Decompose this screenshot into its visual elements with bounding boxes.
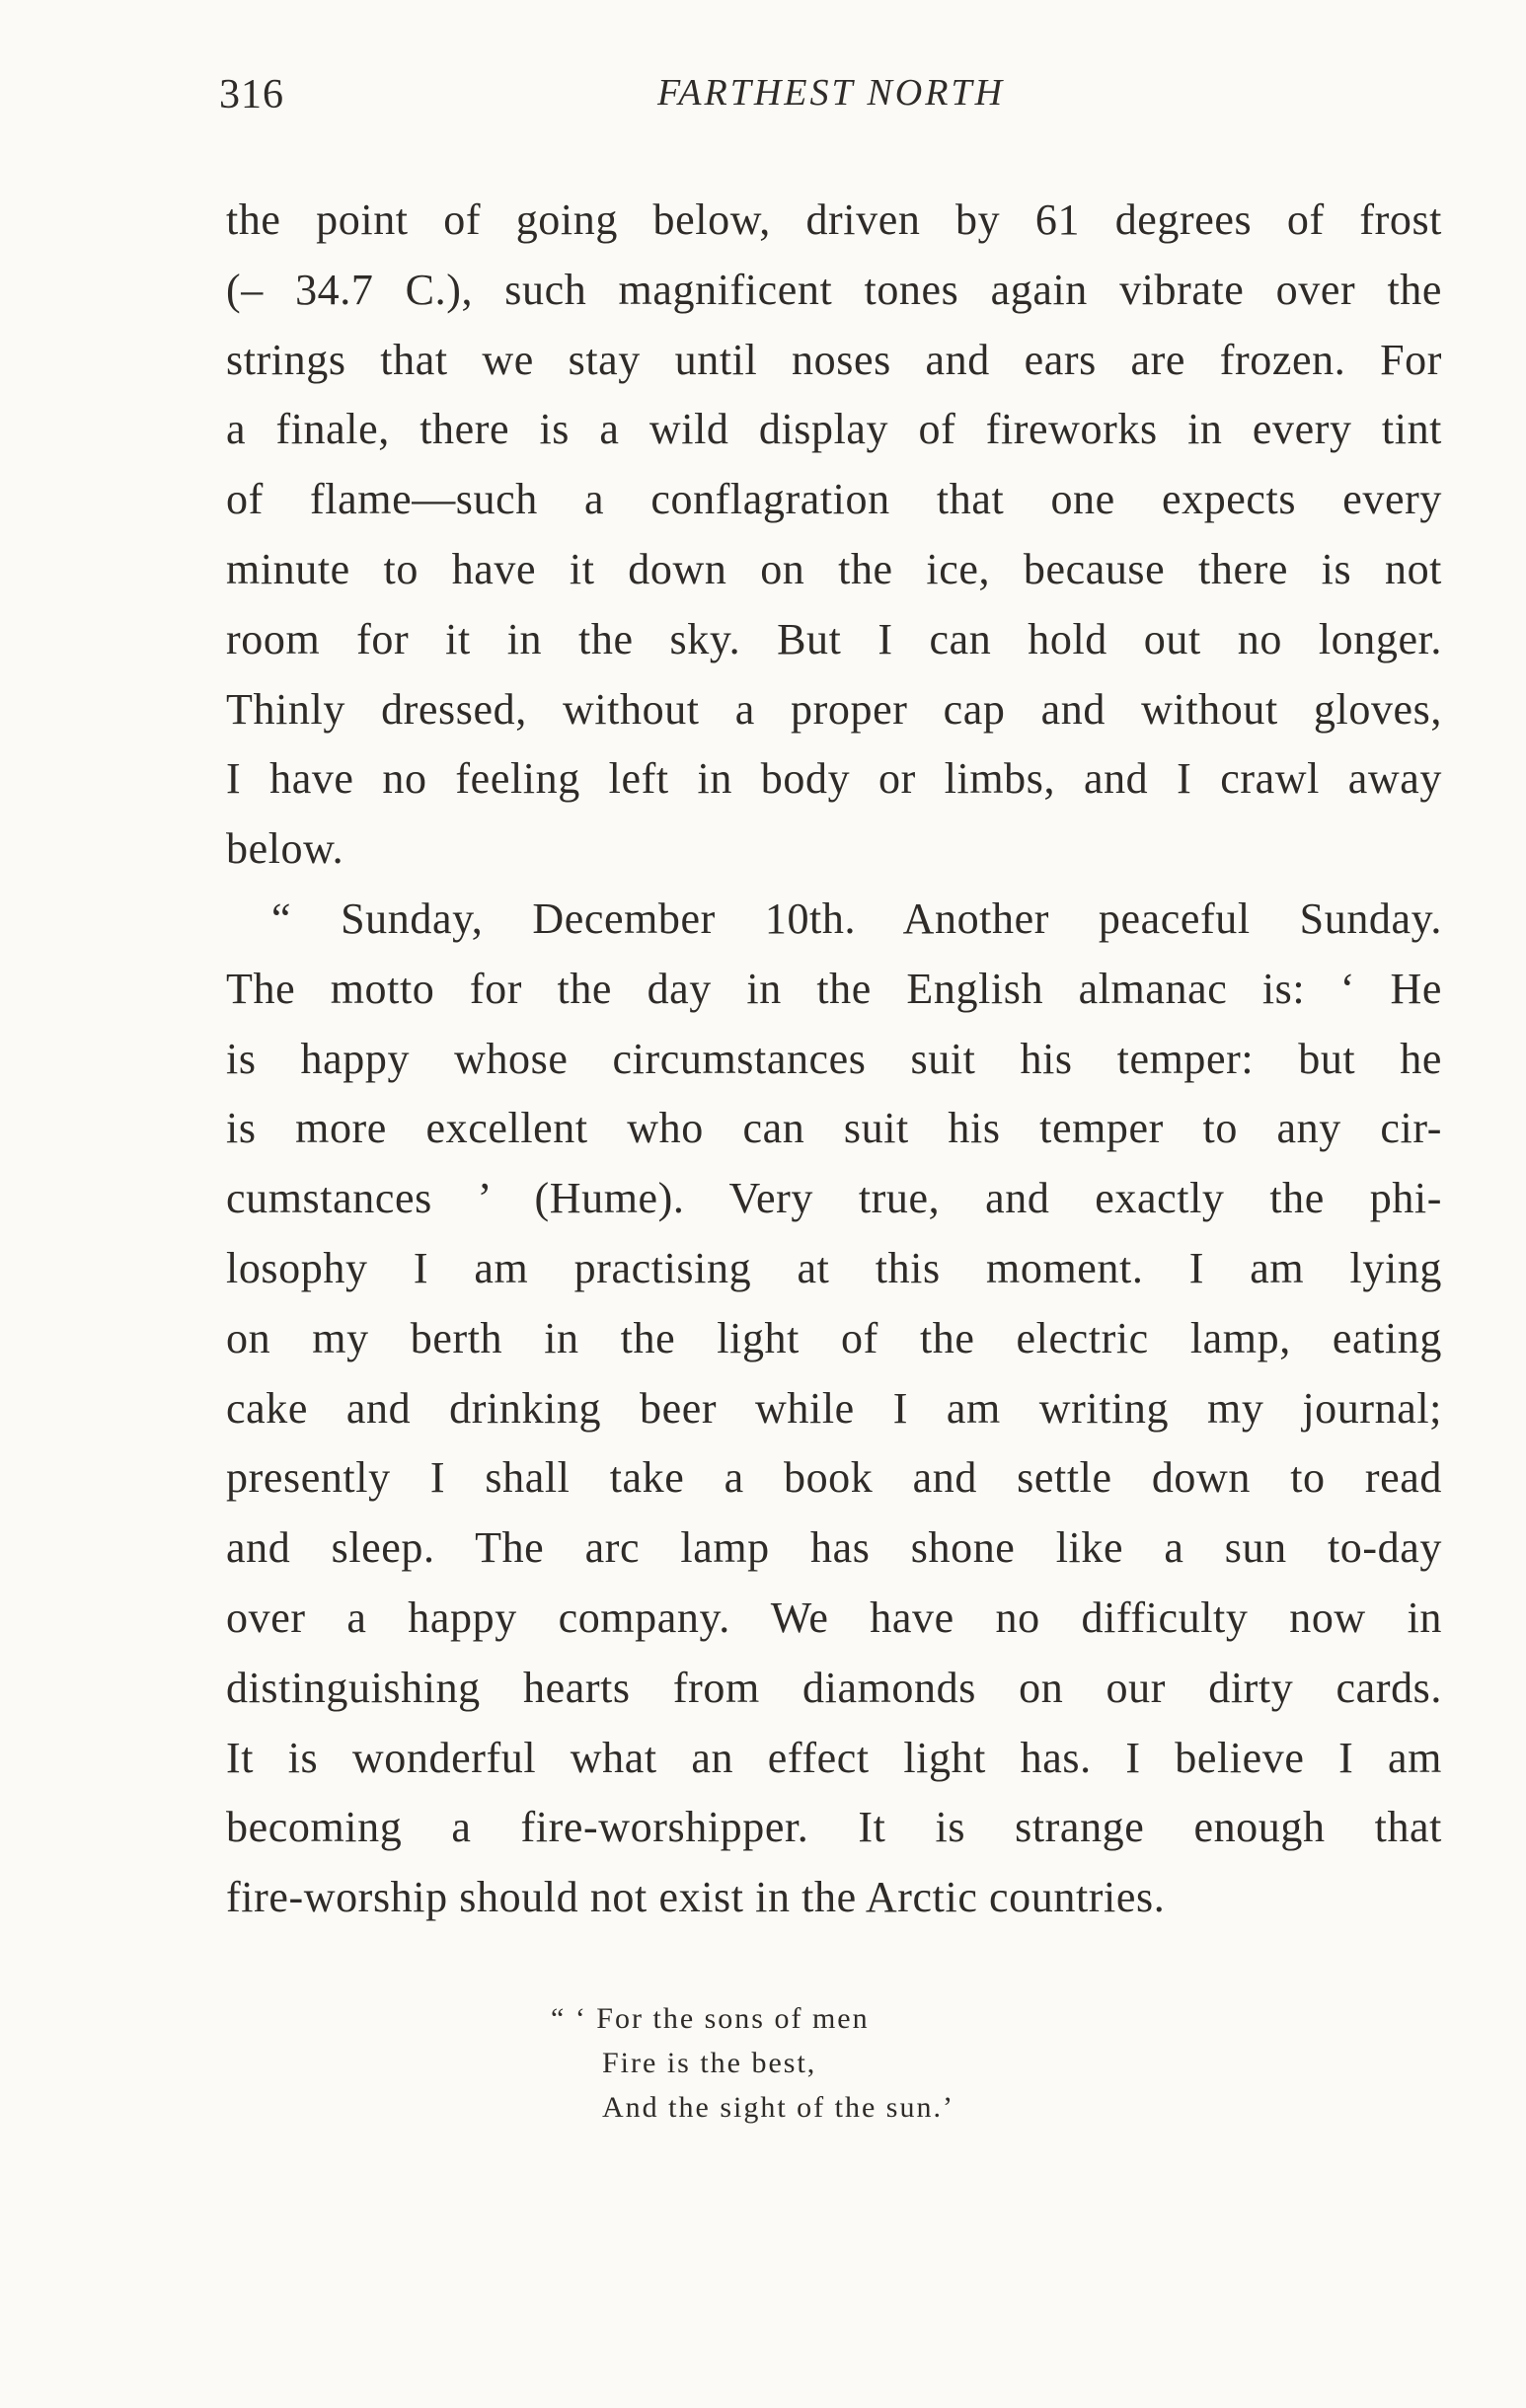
text-line: a finale, there is a wild display of fireworks in every tint xyxy=(226,405,1442,454)
text-line: fire-worship should not exist in the Arctic countries. xyxy=(226,1873,1166,1922)
body-text xyxy=(226,186,1442,1933)
text-line: is happy whose circumstances suit his temper: but he xyxy=(226,1034,1442,1083)
text-line: cake and drinking beer while I am writing my journal; xyxy=(226,1383,1442,1433)
text-line: over a happy company. We have no difficulty now in xyxy=(226,1592,1442,1642)
text-line: the point of going below, driven by 61 degrees of frost xyxy=(226,195,1442,244)
text-line: of flame—such a conflagration that one expects every xyxy=(226,475,1442,524)
text-line: I have no feeling left in body or limbs, and I crawl away xyxy=(226,754,1442,804)
verse-line: “ ‘ For the sons of men xyxy=(551,2002,870,2035)
text-line: cumstances ’ (Hume). Very true, and exactly the phi- xyxy=(226,1174,1442,1223)
text-line: “ Sunday, December 10th. Another peaceful Sunday. xyxy=(271,893,1442,943)
text-line: strings that we stay until noses and ears are frozen. For xyxy=(226,335,1442,384)
text-line: (– 34.7 C.), such magnificent tones again vibrate over the xyxy=(226,265,1442,314)
verse-line: And the sight of the sun.’ xyxy=(602,2091,954,2124)
verse-line: Fire is the best, xyxy=(602,2047,817,2079)
text-line: minute to have it down on the ice, because there is not xyxy=(226,544,1442,593)
page-header xyxy=(219,71,1443,130)
text-line: It is wonderful what an effect light has. I believe I am xyxy=(226,1733,1442,1782)
text-line: below. xyxy=(226,824,344,874)
text-line: on my berth in the light of the electric lamp, eating xyxy=(226,1313,1442,1362)
page-number: 316 xyxy=(219,72,284,117)
text-line: losophy I am practising at this moment. I am lying xyxy=(226,1243,1442,1292)
text-line: and sleep. The arc lamp has shone like a sun to-day xyxy=(226,1523,1442,1573)
text-line: Thinly dressed, without a proper cap and without gloves, xyxy=(226,684,1442,734)
text-line: room for it in the sky. But I can hold out no longer. xyxy=(226,614,1442,663)
text-line: becoming a fire-worshipper. It is strange enough that xyxy=(226,1803,1442,1852)
verse-quotation xyxy=(551,1996,1242,2130)
paragraph-2 xyxy=(226,885,1442,1933)
text-line: The motto for the day in the English almanac is: ‘ He xyxy=(226,964,1442,1013)
running-title: FARTHEST NORTH xyxy=(656,72,1006,114)
text-line: presently I shall take a book and settle down to read xyxy=(226,1453,1442,1503)
text-line: distinguishing hearts from diamonds on our dirty cards. xyxy=(226,1663,1442,1712)
text-line: is more excellent who can suit his temper to any cir- xyxy=(226,1104,1442,1153)
paragraph-1 xyxy=(226,186,1442,885)
